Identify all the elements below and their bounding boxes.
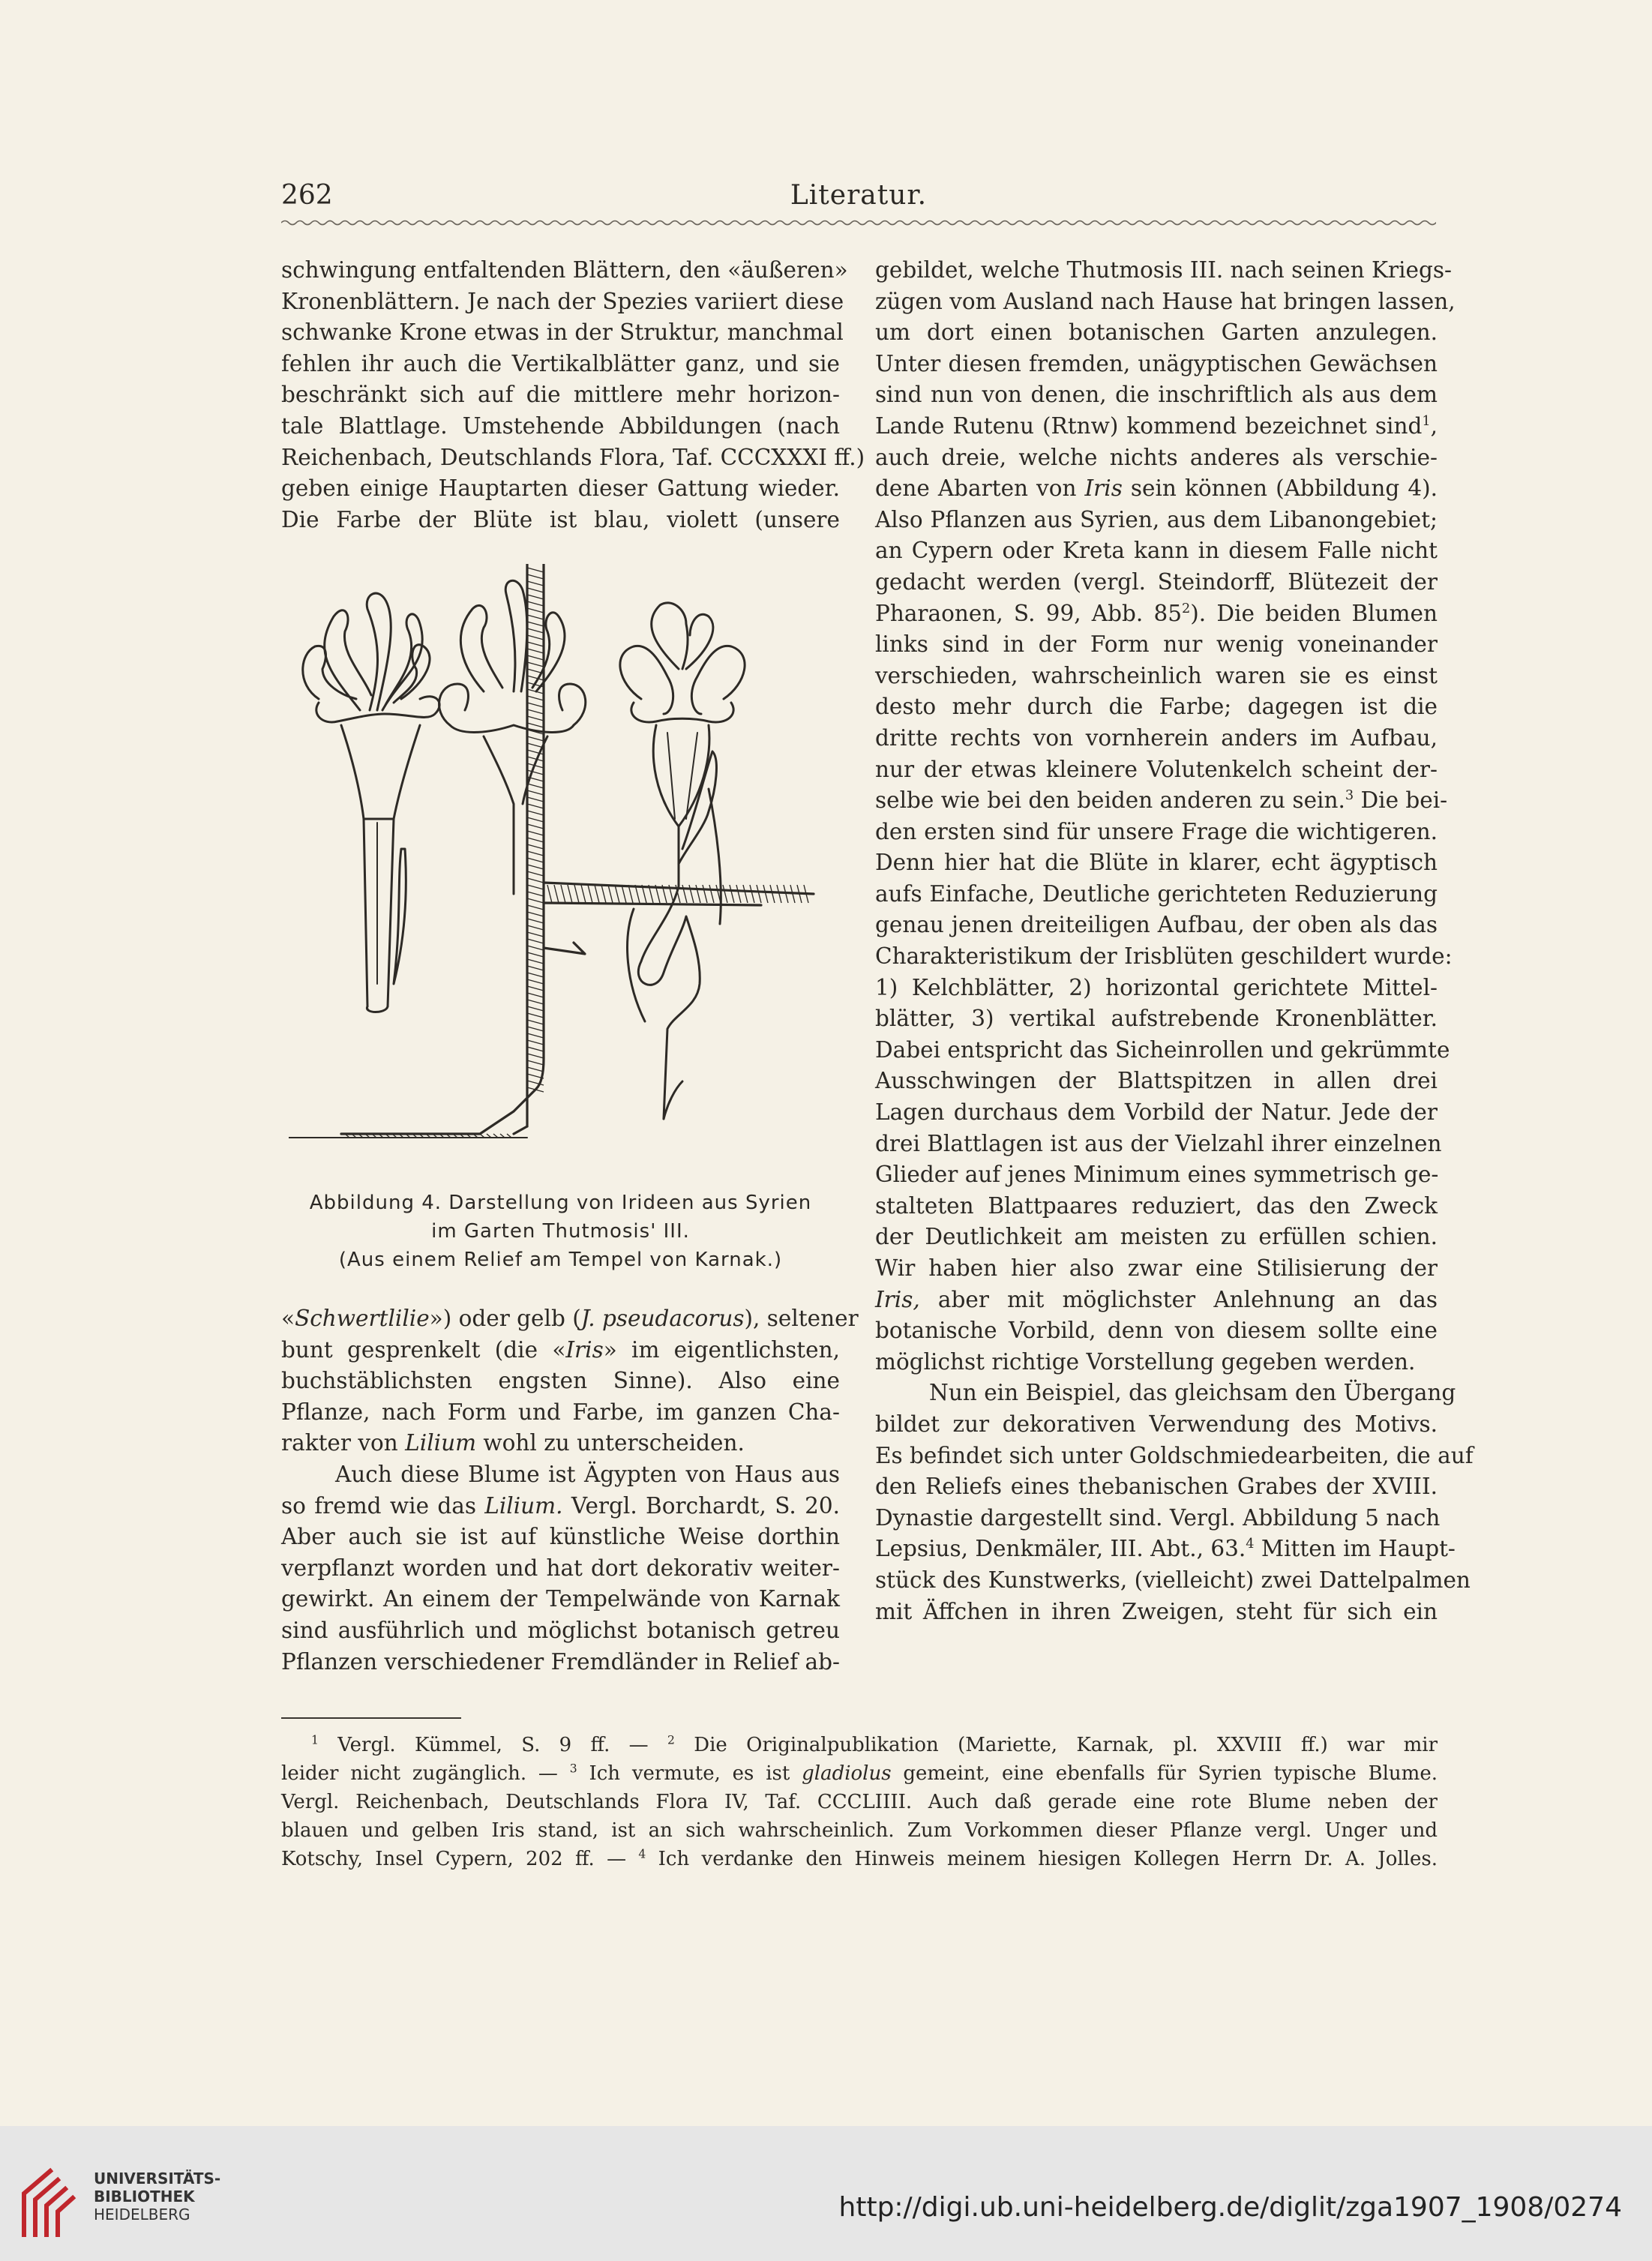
text-line: Lagen durchaus dem Vorbild der Natur. Jede der <box>875 1099 1438 1126</box>
text-line: Lepsius, Denkmäler, III. Abt., 63.$^4$ Mitten im Haupt- <box>875 1536 1456 1562</box>
left-iris <box>303 593 439 1012</box>
text-line: Die Farbe der Blüte ist blau, violett (unsere <box>281 506 840 532</box>
right-column <box>875 255 1474 1627</box>
text-line: drei Blattlagen ist aus der Vielzahl ihrer einzelnen <box>875 1130 1442 1156</box>
footnote-line: blauen und gelben Iris stand, ist an sich wahrscheinlich. Zum Vorkommen dieser Pflanze vergl. Unger und <box>281 1819 1438 1842</box>
text-line: gedacht werden (vergl. Steindorff, Blütezeit der <box>875 568 1438 595</box>
text-line: nur der etwas kleinere Volutenkelch scheint der- <box>875 756 1438 782</box>
text-line: Glieder auf jenes Minimum eines symmetrisch ge- <box>875 1162 1439 1188</box>
text-line: den Reliefs eines thebanischen Grabes der XVIII. <box>875 1474 1438 1500</box>
library-name: UNIVERSITÄTS- BIBLIOTHEK HEIDELBERG <box>94 2170 221 2224</box>
text-line: den ersten sind für unsere Frage die wichtigeren. <box>875 818 1438 844</box>
text-line: links sind in der Form nur wenig voneinander <box>875 631 1438 658</box>
text-line: stück des Kunstwerks, (vielleicht) zwei Dattelpalmen <box>875 1567 1471 1593</box>
text-line: Dabei entspricht das Sicheinrollen und gekrümmte <box>875 1036 1450 1063</box>
right-iris <box>620 603 745 1119</box>
text-line: botanische Vorbild, denn von diesem sollte eine <box>875 1318 1438 1344</box>
text-line: der Deutlichkeit am meisten zu erfüllen schien. <box>875 1224 1438 1250</box>
text-line: Unter diesen fremden, unägyptischen Gewächsen <box>875 350 1438 376</box>
text-line: genau jenen dreiteiligen Aufbau, der oben als das <box>875 912 1438 938</box>
text-line: Pflanzen verschiedener Fremdländer in Relief ab- <box>281 1648 840 1675</box>
text-line: Lande Rutenu (Rtnw) kommend bezeichnet sind$^1$, <box>875 412 1438 439</box>
left-column-top <box>281 255 865 535</box>
library-footer <box>0 2126 1652 2261</box>
figure-caption <box>281 1189 840 1274</box>
caption-line: im Garten Thutmosis' III. <box>431 1220 690 1243</box>
text-line: sind nun von denen, die inschriftlich als aus dem <box>875 382 1438 408</box>
text-line: mit Äffchen in ihren Zweigen, steht für sich ein <box>875 1598 1438 1624</box>
text-line: stalteten Blattpaares reduziert, das den Zweck <box>875 1192 1438 1219</box>
caption-line: Abbildung 4. Darstellung von Irideen aus Syrien <box>309 1192 812 1214</box>
text-line: auch dreie, welche nichts anderes als verschie- <box>875 444 1438 470</box>
text-line: verschieden, wahrscheinlich waren sie es einst <box>875 662 1438 688</box>
text-line: desto mehr durch die Farbe; dagegen ist die <box>875 694 1438 720</box>
text-line: sind ausführlich und möglichst botanisch getreu <box>281 1617 840 1643</box>
text-line: schwanke Krone etwas in der Struktur, manchmal <box>281 319 844 346</box>
text-line: bunt gesprenkelt (die «Iris» im eigentlichsten, <box>281 1336 840 1363</box>
text-line: Aber auch sie ist auf künstliche Weise dorthin <box>281 1524 840 1550</box>
text-line: Ausschwingen der Blattspitzen in allen drei <box>875 1068 1438 1094</box>
page-number: 262 <box>281 180 333 211</box>
text-line: Iris, aber mit möglichster Anlehnung an das <box>875 1286 1438 1312</box>
footnote-rule <box>281 1717 461 1719</box>
text-line: Es befindet sich unter Goldschmiedearbeiten, die auf <box>875 1442 1474 1468</box>
text-line: verpflanzt worden und hat dort dekorativ weiter- <box>281 1555 840 1581</box>
text-line: bildet zur dekorativen Verwendung des Motivs. <box>875 1411 1438 1437</box>
text-line: Pharaonen, S. 99, Abb. $85^2$). Die beiden Blumen <box>875 600 1438 626</box>
text-line: Reichenbach, Deutschlands Flora, Taf. CCCXXXI ff.) <box>281 444 865 470</box>
footnotes <box>281 1731 1438 1873</box>
footnote-line: Kotschy, Insel Cypern, 202 ff. — $^4$ Ich verdanke den Hinweis meinem hiesigen Kollegen Herrn Dr. A. Jolles. <box>281 1847 1438 1870</box>
text-line: dene Abarten von Iris sein können (Abbildung 4). <box>875 475 1438 502</box>
text-line: Denn hier hat die Blüte in klarer, echt ägyptisch <box>875 850 1438 876</box>
text-line: «Schwertlilie») oder gelb (J. pseudacorus), seltener <box>281 1306 859 1331</box>
text-line: um dort einen botanischen Garten anzulegen. <box>875 319 1438 346</box>
source-url-link[interactable]: http://digi.ub.uni-heidelberg.de/diglit/zga1907_1908/0274 <box>838 2192 1622 2223</box>
heidelberg-library-logo-icon[interactable] <box>16 2164 84 2239</box>
text-line: möglichst richtige Vorstellung gegeben werden. <box>875 1348 1416 1375</box>
text-line: zügen vom Ausland nach Hause hat bringen lassen, <box>875 288 1456 314</box>
text-line: Pflanze, nach Form und Farbe, im ganzen Cha- <box>281 1399 840 1425</box>
text-line: buchstäblichsten engsten Sinne). Also eine <box>281 1368 840 1394</box>
footnote-line: Vergl. Reichenbach, Deutschlands Flora IV, Taf. CCCLIIII. Auch daß gerade eine rote Blume neben der <box>281 1791 1438 1813</box>
left-column-bottom <box>281 1303 859 1678</box>
text-line: rakter von Lilium wohl zu unterscheiden. <box>281 1430 745 1456</box>
running-title: Literatur. <box>790 180 928 211</box>
text-line: selbe wie bei den beiden anderen zu sein.$^3$ Die bei- <box>875 787 1448 814</box>
text-line: Auch diese Blume ist Ägypten von Haus aus <box>335 1461 840 1487</box>
running-header <box>281 180 1436 217</box>
text-line: Dynastie dargestellt sind. Vergl. Abbildung 5 nach <box>875 1504 1441 1531</box>
text-line: Charakteristikum der Irisblüten geschildert wurde: <box>875 943 1453 970</box>
text-line: Nun ein Beispiel, das gleichsam den Übergang <box>929 1380 1456 1406</box>
text-line: so fremd wie das Lilium. Vergl. Borchardt, S. 20. <box>281 1492 840 1519</box>
text-line: Wir haben hier also zwar eine Stilisierung der <box>875 1255 1438 1281</box>
iris-relief-figure <box>289 564 832 1168</box>
text-line: an Cypern oder Kreta kann in diesem Falle nicht <box>875 538 1438 564</box>
text-line: beschränkt sich auf die mittlere mehr horizon- <box>281 382 840 408</box>
middle-iris <box>439 580 586 894</box>
footnote-line: $^1$ Vergl. Kümmel, S. 9 ff. — $^2$ Die Originalpublikation (Mariette, Karnak, pl. XXVIII ff.) war mir <box>311 1733 1438 1756</box>
text-line: 1) Kelchblätter, 2) horizontal gerichtete Mittel- <box>875 974 1438 1000</box>
text-line: gewirkt. An einem der Tempelwände von Karnak <box>281 1586 840 1612</box>
header-wavy-rule <box>281 217 1436 228</box>
text-line: gebildet, welche Thutmosis III. nach seinen Kriegs- <box>875 257 1452 283</box>
text-line: Also Pflanzen aus Syrien, aus dem Libanongebiet; <box>875 506 1438 532</box>
text-line: aufs Einfache, Deutliche gerichteten Reduzierung <box>875 880 1438 907</box>
text-line: geben einige Hauptarten dieser Gattung wieder. <box>281 475 840 502</box>
text-line: schwingung entfaltenden Blättern, den «äußeren» <box>281 257 848 283</box>
text-line: dritte rechts von vornherein anders im Aufbau, <box>875 724 1438 751</box>
text-line: tale Blattlage. Umstehende Abbildungen (nach <box>281 412 840 439</box>
caption-line: (Aus einem Relief am Tempel von Karnak.) <box>338 1249 783 1271</box>
footnote-line: leider nicht zugänglich. — $^3$ Ich vermute, es ist gladiolus gemeint, eine ebenfalls für Syrien typische Blume. <box>281 1762 1438 1785</box>
text-line: fehlen ihr auch die Vertikalblätter ganz, und sie <box>281 350 840 376</box>
text-line: blätter, 3) vertikal aufstrebende Kronenblätter. <box>875 1006 1438 1032</box>
text-line: Kronenblättern. Je nach der Spezies variiert diese <box>281 288 844 314</box>
